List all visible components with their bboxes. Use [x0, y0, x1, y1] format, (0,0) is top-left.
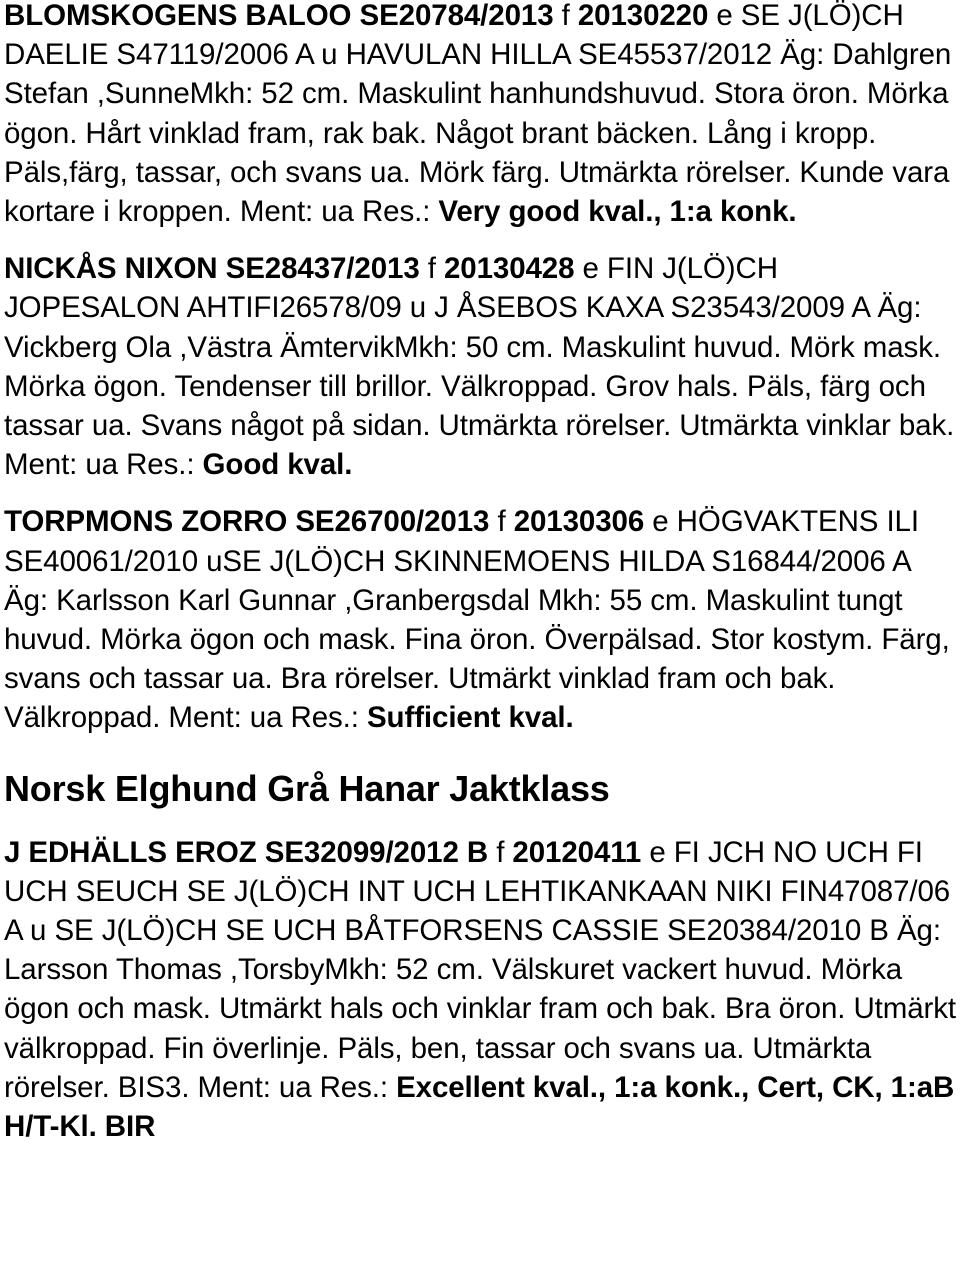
- dog-entry: [4, 502, 956, 737]
- pedigree-and-critique: e FI JCH NO UCH FI UCH SEUCH SE J(LÖ)CH INT UCH LEHTIKANKAAN NIKI FIN47087/06 A u SE J(LÖ)CH SE UCH BÅTFORSENS CASSIE SE20384/2010 B Äg: Larsson Thomas ,TorsbyMkh: 52 cm. Välskuret vackert huvud. Mörka ögon och mask. Utmärkt hals och vinklar fram och bak. Bra öron. Utmärkt välkroppad. Fin överlinje. Päls, ben, tassar och svans ua. Utmärkta rörelser. BIS3. Ment: ua Res.:: [4, 835, 957, 1104]
- dog-name: NICKÅS NIXON: [4, 252, 218, 286]
- registration-number: SE28437/2013: [225, 252, 420, 286]
- birth-date: 20130220: [577, 0, 709, 32]
- birth-label: f: [427, 252, 436, 286]
- result: Good kval.: [202, 448, 353, 482]
- registration-number: SE26700/2013: [295, 505, 490, 539]
- pedigree-and-critique: e HÖGVAKTENS ILI SE40061/2010 uSE J(LÖ)CH SKINNEMOENS HILDA S16844/2006 A Äg: Karlsson Karl Gunnar ,Granbergsdal Mkh: 55 cm. Maskulint tungt huvud. Mörka ögon och mask. Fina öron. Överpälsad. Stor kostym. Färg, svans och tassar ua. Bra rörelser. Utmärkt vinklad fram och bak. Välkroppad. Ment: ua Res.:: [4, 505, 950, 735]
- birth-label: f: [561, 0, 570, 32]
- result: Sufficient kval.: [366, 701, 574, 735]
- birth-label: f: [497, 505, 506, 539]
- dog-name: J EDHÄLLS EROZ: [4, 835, 257, 869]
- result: Excellent kval., 1:a konk., Cert, CK, 1:aB H/T-Kl. BIR: [4, 1070, 955, 1144]
- dog-name: TORPMONS ZORRO: [4, 505, 288, 539]
- pedigree-and-critique: e FIN J(LÖ)CH JOPESALON AHTIFI26578/09 u J ÅSEBOS KAXA S23543/2009 A Äg: Vickberg Ola ,Västra ÄmtervikMkh: 50 cm. Maskulint huvud. Mörk mask. Mörka ögon. Tendenser till brillor. Välkroppad. Grov hals. Päls, färg och tassar ua. Svans något på sidan. Utmärkta rörelser. Utmärkta vinklar bak. Ment: ua Res.:: [4, 252, 955, 482]
- registration-number: SE32099/2012 B: [264, 835, 489, 869]
- dog-entry: [4, 833, 956, 1147]
- birth-label: f: [496, 835, 505, 869]
- dog-entry: [4, 0, 956, 231]
- registration-number: SE20784/2013: [359, 0, 554, 32]
- birth-date: 20120411: [512, 835, 642, 869]
- dog-entry: [4, 249, 956, 484]
- birth-date: 20130306: [513, 505, 645, 539]
- result: Very good kval., 1:a konk.: [438, 195, 797, 229]
- birth-date: 20130428: [443, 252, 575, 286]
- pedigree-and-critique: e SE J(LÖ)CH DAELIE S47119/2006 A u HAVULAN HILLA SE45537/2012 Äg: Dahlgren Stefan ,SunneMkh: 52 cm. Maskulint hanhundshuvud. Stora öron. Mörka ögon. Hårt vinklad fram, rak bak. Något brant bäcken. Lång i kropp. Päls,färg, tassar, och svans ua. Mörk färg. Utmärkta rörelser. Kunde vara kortare i kroppen. Ment: ua Res.:: [4, 0, 952, 229]
- dog-name: BLOMSKOGENS BALOO: [4, 0, 352, 32]
- section-heading: Norsk Elghund Grå Hanar Jaktklass: [4, 767, 610, 809]
